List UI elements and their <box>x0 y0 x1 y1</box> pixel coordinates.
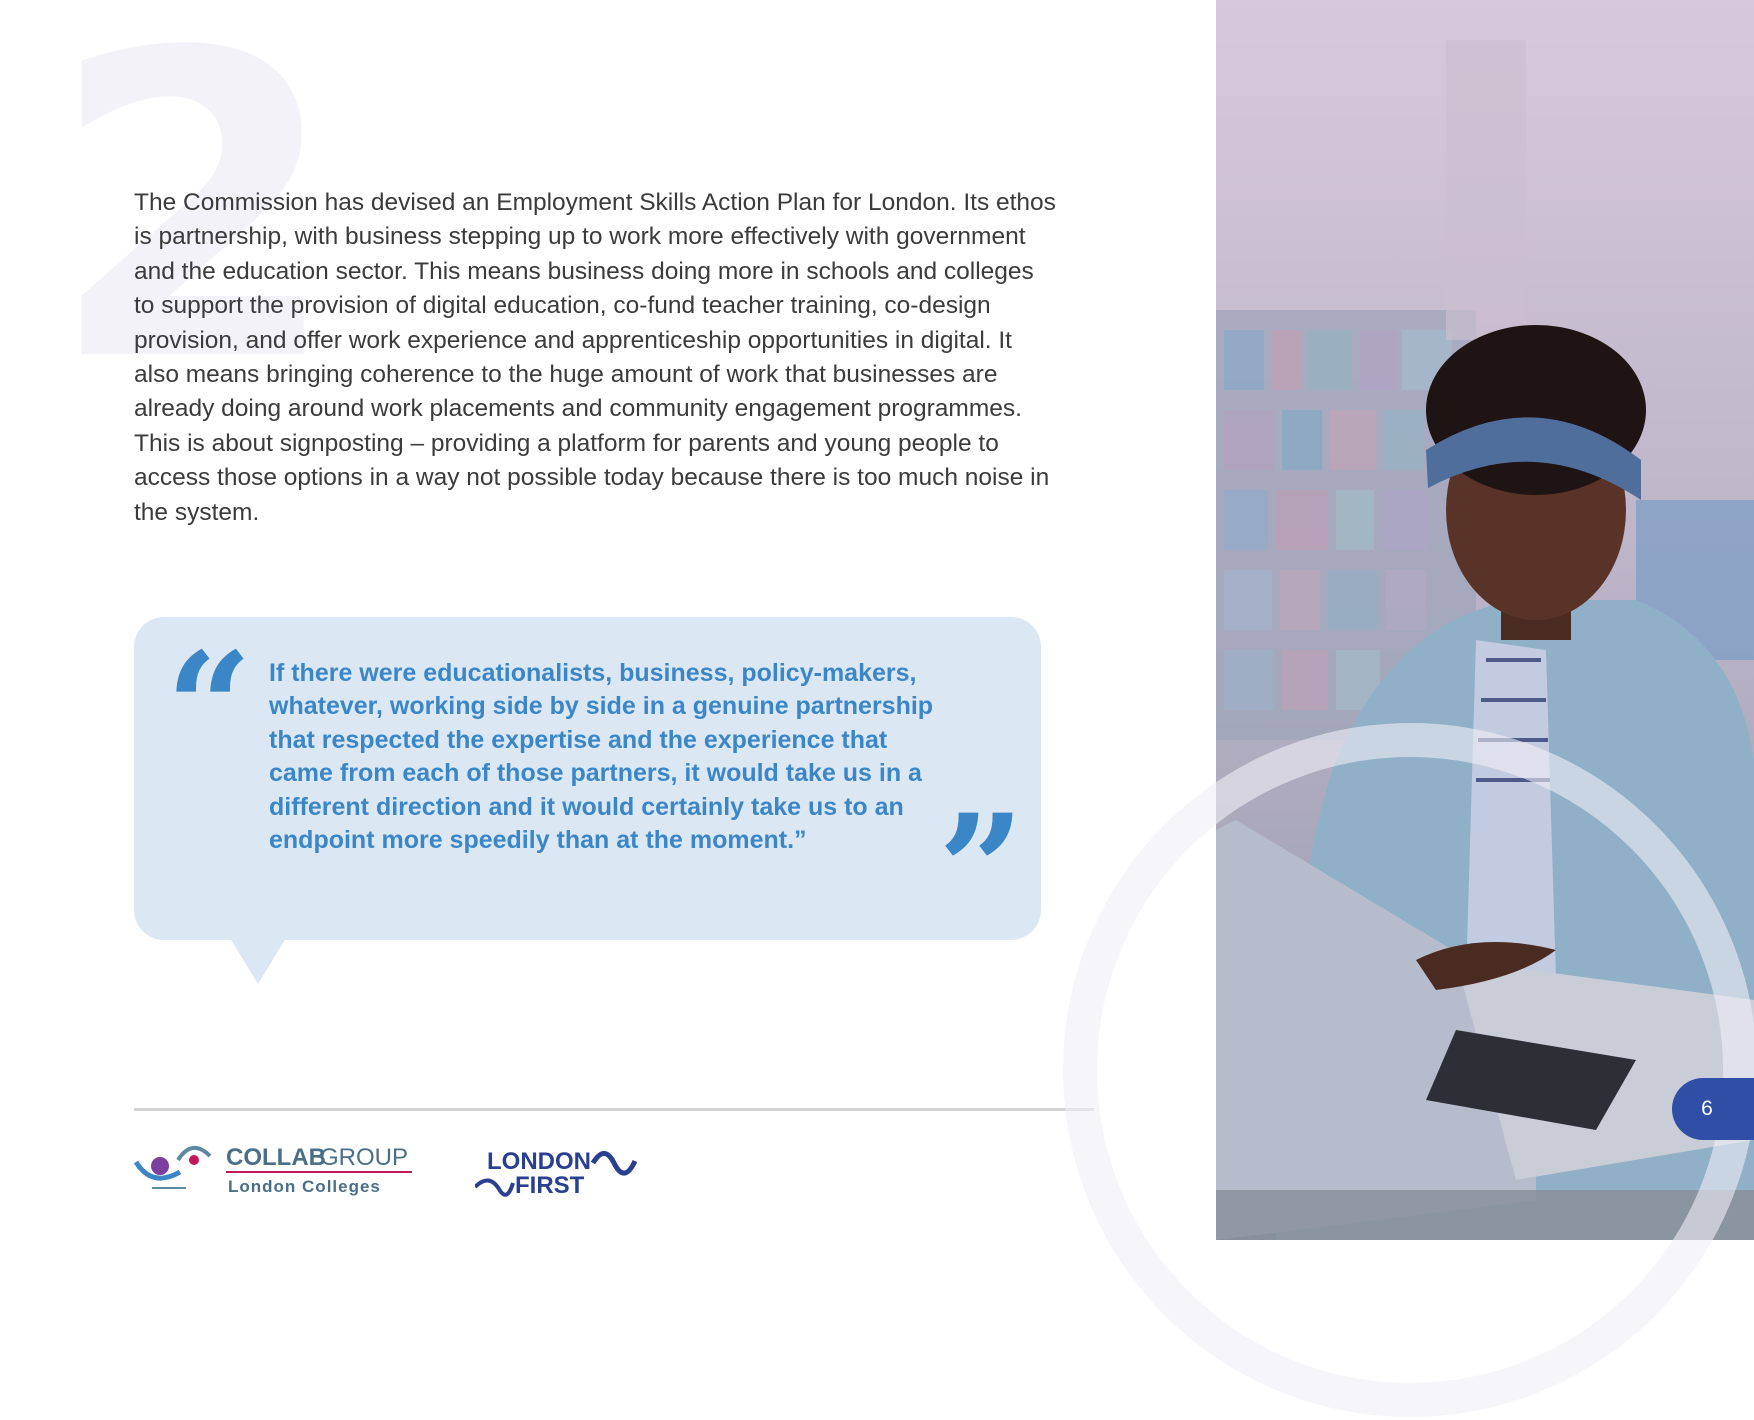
quote-callout-tail <box>230 938 286 984</box>
footer-divider <box>134 1108 1094 1111</box>
open-quote-icon: “ <box>166 620 253 796</box>
london-first-logo <box>475 1143 637 1203</box>
page-number-badge: 6 <box>1672 1078 1754 1140</box>
quote-text: If there were educationalists, business, policy-makers, whatever, working side by side in a genuine partnership that respected the expertise and the experience that came from each of those partners, it would take us in a different direction and it would certainly take us to an endpoint more speedily than at the moment.” <box>269 659 934 855</box>
collab-logo-name-bold: COLLAB <box>226 1144 326 1171</box>
collab-logo-subtitle: London Colleges <box>228 1177 381 1196</box>
close-quote-icon: ” <box>938 782 1025 958</box>
section-number-watermark: 2 <box>48 0 341 454</box>
body-paragraph: The Commission has devised an Employment Skills Action Plan for London. Its ethos is partnership, with business stepping up to work more effectively with government and the education sector. This means business doing more in schools and colleges to support the provision of digital education, co-fund teacher training, co-design provision, and offer work experience and apprenticeship opportunities in digital. It also means bringing coherence to the huge amount of work that businesses are already doing around work placements and community engagement programmes. This is about signposting – providing a platform for parents and young people to access those options in a way not possible today because there is too much noise in the system. <box>134 189 1056 526</box>
collab-group-logo <box>134 1138 414 1198</box>
student-laptop-photo <box>1216 0 1754 1240</box>
london-first-line1: LONDON <box>487 1148 591 1175</box>
collab-logo-name-light: GROUP <box>320 1144 409 1171</box>
london-first-line2: FIRST <box>515 1172 585 1199</box>
quote-callout <box>134 617 1041 958</box>
